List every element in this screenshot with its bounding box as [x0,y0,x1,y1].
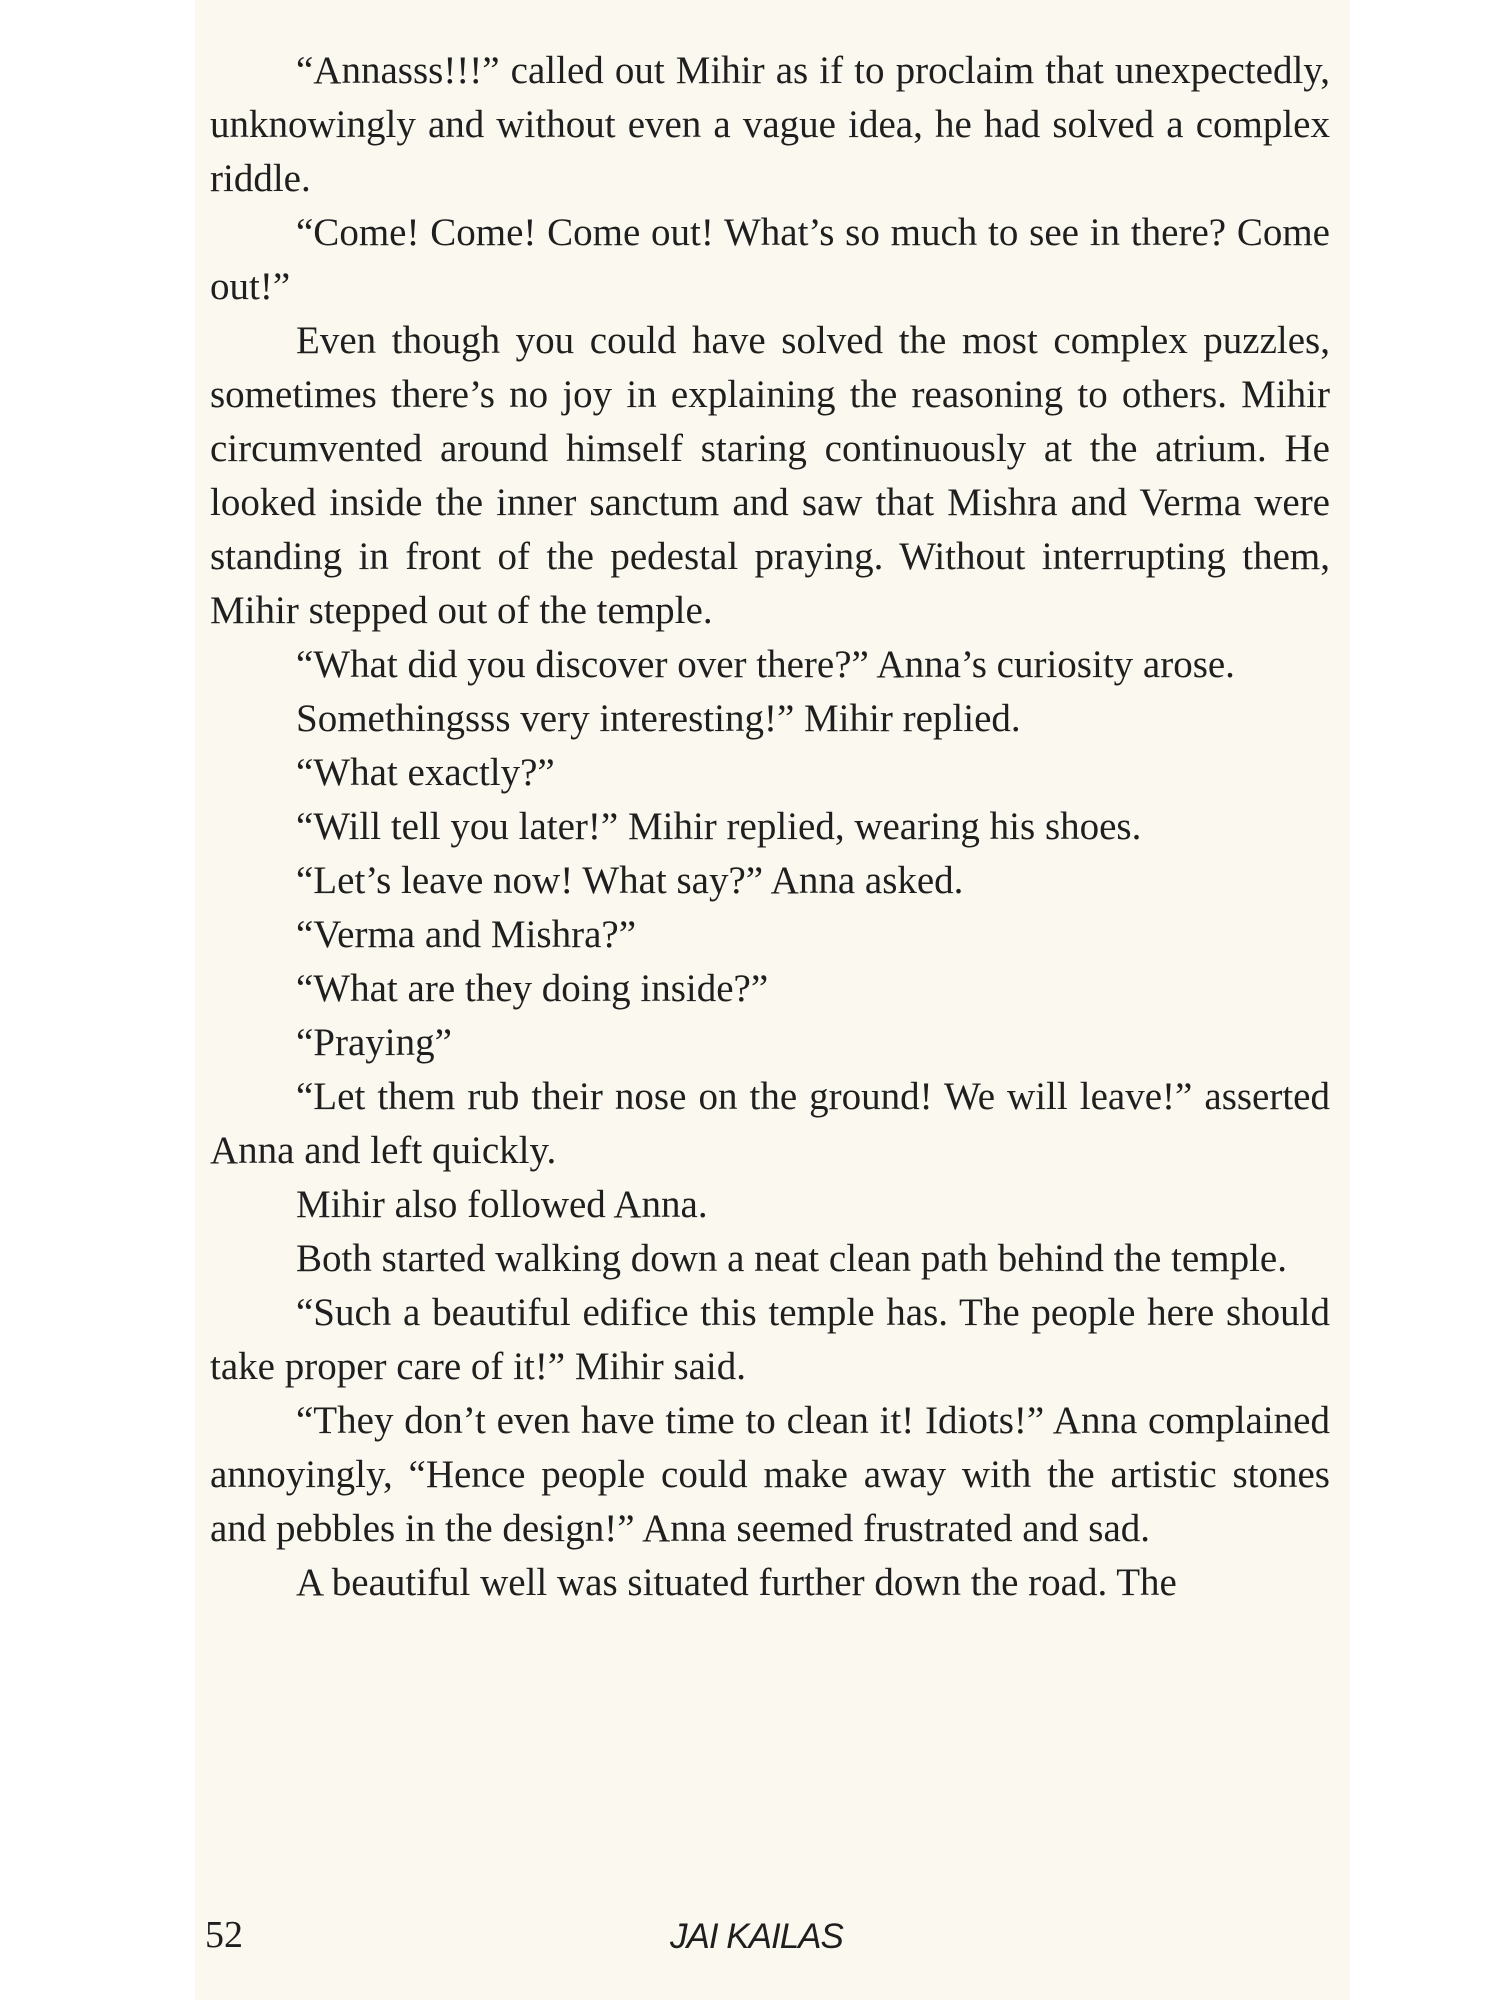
paragraph: Both started walking down a neat clean path behind the temple. [296,1237,1287,1280]
paragraph: “They don’t even have time to clean it! Idiots!” Anna complained annoyingly, “Hence people could make away with the artistic stones and pebbles in the design!” Anna seemed frustrated and sad. [210,1399,1330,1550]
paragraph: “Let them rub their nose on the ground! We will leave!” asserted Anna and left quickly. [210,1075,1330,1172]
paragraph: Somethingsss very interesting!” Mihir replied. [296,697,1021,740]
paragraph: “Let’s leave now! What say?” Anna asked. [296,859,964,902]
paragraph: “Annasss!!!” called out Mihir as if to proclaim that unexpectedly, unknowingly and without even a vague idea, he had solved a complex riddle. [210,49,1330,200]
book-title-footer: JAI KAILAS [670,1917,843,1956]
paragraph: “Verma and Mishra?” [296,913,637,956]
page-number: 52 [205,1914,243,1956]
paragraph: “Come! Come! Come out! What’s so much to see in there? Come out!” [210,211,1330,308]
paragraph: “Will tell you later!” Mihir replied, wearing his shoes. [296,805,1142,848]
paragraph: “What did you discover over there?” Anna’s curiosity arose. [296,643,1235,686]
paragraph: Even though you could have solved the most complex puzzles, sometimes there’s no joy in explaining the reasoning to others. Mihir circumvented around himself staring continuously at the atrium. He looked inside the inner sanctum and saw that Mishra and Verma were standing in front of the pedestal praying. Without interrupting them, Mihir stepped out of the temple. [210,319,1330,632]
paragraph: “What are they doing inside?” [296,967,769,1010]
paragraph: “What exactly?” [296,751,555,794]
paragraph: A beautiful well was situated further down the road. The [296,1561,1177,1604]
paragraph: Mihir also followed Anna. [296,1183,708,1226]
paragraph: “Praying” [296,1021,452,1064]
body-text [210,44,1330,1610]
paragraph: “Such a beautiful edifice this temple has. The people here should take proper care of it!” Mihir said. [210,1291,1330,1388]
